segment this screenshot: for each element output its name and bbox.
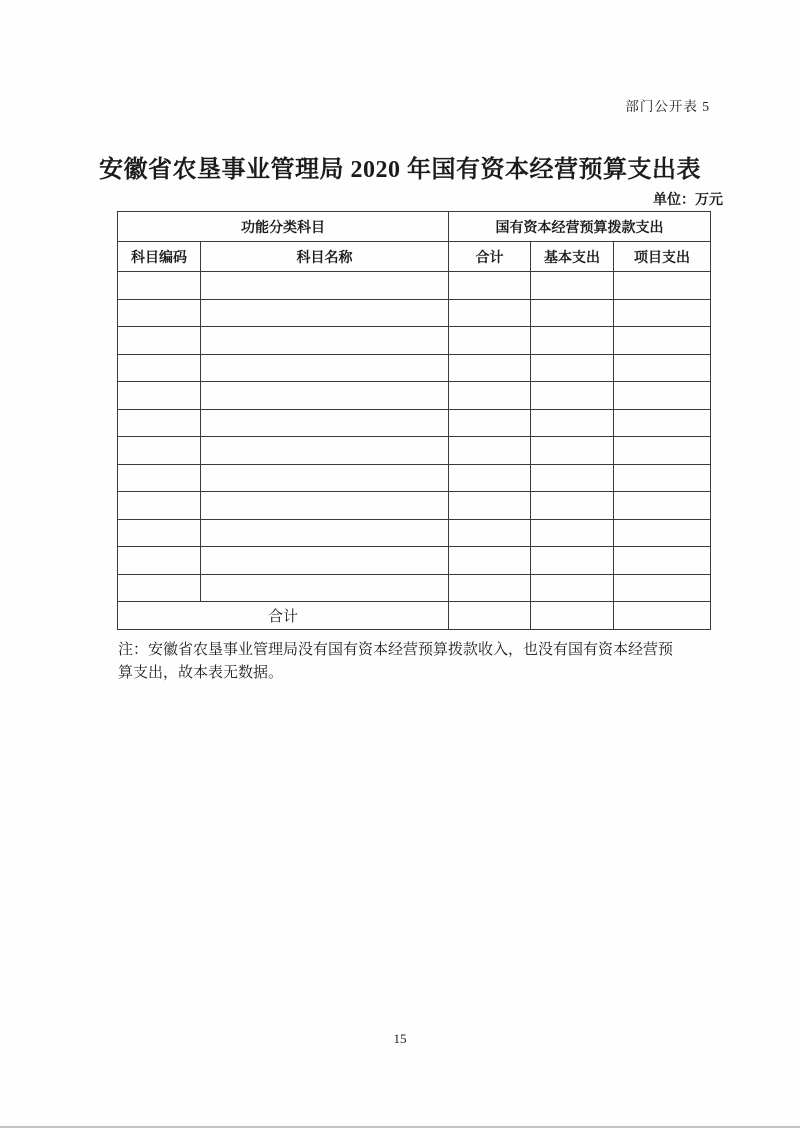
table-column-header-row <box>118 242 711 272</box>
table-cell <box>531 409 614 437</box>
table-cell <box>118 437 201 465</box>
table-cell <box>118 492 201 520</box>
table-cell <box>449 354 531 382</box>
table-cell <box>201 574 449 602</box>
table-cell <box>449 409 531 437</box>
table-cell <box>531 437 614 465</box>
table-cell <box>614 354 711 382</box>
unit-label: 单位：万元 <box>653 191 723 207</box>
table-cell <box>449 547 531 575</box>
table-row <box>118 492 711 520</box>
table-row <box>118 464 711 492</box>
table-cell <box>449 272 531 300</box>
footnote-line-2: 算支出，故本表无数据。 <box>118 665 284 681</box>
table-row <box>118 547 711 575</box>
table-cell <box>614 574 711 602</box>
table-cell <box>449 464 531 492</box>
table-body <box>118 212 711 630</box>
column-header-basic-expense: 基本支出 <box>531 242 614 272</box>
table-cell <box>118 547 201 575</box>
footnote-line-1: 注：安徽省农垦事业管理局没有国有资本经营预算拨款收入，也没有国有资本经营预 <box>118 642 674 658</box>
page-number: 15 <box>393 1031 407 1046</box>
budget-table <box>117 211 711 630</box>
table-cell <box>118 519 201 547</box>
table-row <box>118 574 711 602</box>
table-cell <box>614 492 711 520</box>
table-cell <box>118 574 201 602</box>
footnote <box>118 639 715 685</box>
table-cell <box>118 299 201 327</box>
table-row <box>118 299 711 327</box>
table-cell <box>201 547 449 575</box>
table-cell <box>531 272 614 300</box>
table-cell <box>201 327 449 355</box>
corner-label: 部门公开表 5 <box>625 99 710 114</box>
page-title: 安徽省农垦事业管理局 2020 年国有资本经营预算支出表 <box>99 157 701 183</box>
table-cell <box>531 547 614 575</box>
table-cell <box>449 382 531 410</box>
table-cell <box>201 299 449 327</box>
table-cell <box>449 327 531 355</box>
table-cell <box>531 299 614 327</box>
table-cell <box>118 354 201 382</box>
column-header-subject-name: 科目名称 <box>201 242 449 272</box>
table-row <box>118 409 711 437</box>
table-group-header-row <box>118 212 711 242</box>
table-cell <box>201 519 449 547</box>
table-row <box>118 327 711 355</box>
column-header-total: 合计 <box>449 242 531 272</box>
table-cell <box>201 382 449 410</box>
group-header-state-capital-expenditure: 国有资本经营预算拨款支出 <box>449 212 711 242</box>
table-cell <box>449 519 531 547</box>
table-cell <box>614 327 711 355</box>
table-cell <box>614 299 711 327</box>
table-cell <box>201 437 449 465</box>
table-cell <box>614 272 711 300</box>
table-cell <box>118 382 201 410</box>
total-row-project-cell <box>614 602 711 630</box>
table-cell <box>531 464 614 492</box>
table-cell <box>614 547 711 575</box>
table-cell <box>449 437 531 465</box>
table-cell <box>201 464 449 492</box>
total-row-label: 合计 <box>118 602 449 630</box>
table-cell <box>201 492 449 520</box>
table-cell <box>531 492 614 520</box>
table-row <box>118 519 711 547</box>
table-cell <box>531 574 614 602</box>
table-cell <box>531 382 614 410</box>
table-cell <box>449 574 531 602</box>
group-header-functional-classification: 功能分类科目 <box>118 212 449 242</box>
table-cell <box>449 299 531 327</box>
total-row-total-cell <box>449 602 531 630</box>
table-cell <box>201 272 449 300</box>
table-cell <box>201 354 449 382</box>
table-cell <box>118 464 201 492</box>
column-header-project-expense: 项目支出 <box>614 242 711 272</box>
table-total-row <box>118 602 711 630</box>
table-cell <box>614 409 711 437</box>
table-cell <box>531 327 614 355</box>
table-cell <box>449 492 531 520</box>
table-cell <box>201 409 449 437</box>
table-row <box>118 272 711 300</box>
table-cell <box>118 409 201 437</box>
table-cell <box>614 437 711 465</box>
table-cell <box>614 519 711 547</box>
total-row-basic-cell <box>531 602 614 630</box>
column-header-subject-code: 科目编码 <box>118 242 201 272</box>
table-cell <box>531 354 614 382</box>
table-cell <box>614 382 711 410</box>
table-cell <box>614 464 711 492</box>
table-cell <box>118 327 201 355</box>
table-row <box>118 437 711 465</box>
table-cell <box>531 519 614 547</box>
table-row <box>118 382 711 410</box>
table-cell <box>118 272 201 300</box>
table-row <box>118 354 711 382</box>
